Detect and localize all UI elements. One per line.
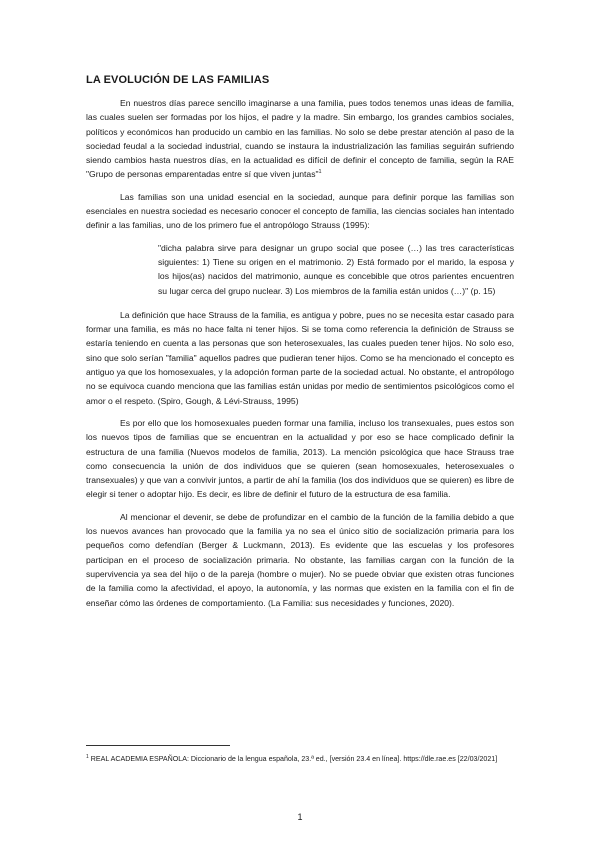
- paragraph-4: Es por ello que los homosexuales pueden formar una familia, incluso los transexuales, pues estos son los nuevos tipos de familias que se encuentran en la actualidad y por eso se hace complicado definir la estructura de una familia (Nuevos modelos de familia, 2013). La mención psicológica que hace Strauss trae como consecuencia la unión de dos individuos que se quieren (sean homosexuales, heterosexuales o transexuales) y que van a convivir juntos, a partir de ahí la familia (los dos individuos que se quieren) es libre de elegir si tener o adoptar hijo. Es decir, es libre de definir el futuro de la estructura de esa familia.: [86, 417, 514, 500]
- paragraph-2: Las familias son una unidad esencial en la sociedad, aunque para definir porque las familias son esenciales en nuestra sociedad es necesario conocer el concepto de familia, las ciencias sociales han intentado definir a las familias, uno de los primero fue el antropólogo Strauss (1995):: [86, 191, 514, 231]
- footnote-number: 1: [86, 753, 89, 760]
- footnote-text: REAL ACADEMIA ESPAÑOLA: Diccionario de la lengua española, 23.ª ed., [versión 23.4 en línea]. https://dle.rae.es [22/03/2021]: [90, 755, 498, 763]
- footnote: [86, 752, 514, 766]
- paragraph-3: La definición que hace Strauss de la familia, es antigua y pobre, pues no se necesita estar casado para formar una familia, es más no hace falta ni tener hijos. Si se toma como referencia la definición de Strauss se estaría teniendo en cuenta a las personas que son heterosexuales, las cuales pueden tener hijos. No solo eso, sino que solo serían "familia" aquellos padres que pudieran tener hijos. Como se ha mencionado el concepto es antiguo ya que los homosexuales, y la adopción forman parte de la sociedad actual. No obstante, el antropólogo no se equivoca cuando menciona que las familias están unidas por medio de sentimientos psicológicos como el amor o el respeto. (Spiro, Gough, & Lévi-Strauss, 1995): [86, 309, 514, 406]
- paragraph-5: Al mencionar el devenir, se debe de profundizar en el cambio de la función de la familia debido a que los nuevos avances han provocado que la familia ya no sea el único sitio de socialización primaria para los pequeños como defendían (Berger & Luckmann, 2013). Es evidente que las escuelas y los profesores participan en el proceso de socialización primaria. No obstante, las familias cargan con la función de la supervivencia ya sea del hijo o de la pareja (hombre o mujer). No se puede obviar que existen otras funciones de la familia como la afectividad, el apoyo, la autonomía, y las normas que existen en la familia con el fin de enseñar cómo las órdenes de comportamiento. (La Familia: sus necesidades y funciones, 2020).: [86, 511, 514, 608]
- document-title: LA EVOLUCIÓN DE LAS FAMILIAS: [86, 74, 270, 86]
- document-body: [86, 74, 514, 618]
- paragraph-1-text: En nuestros días parece sencillo imaginarse a una familia, pues todos tenemos unas ideas de familia, las cuales suelen ser formadas por los hijos, el padre y la madre. Sin embargo, los grandes cambios sociales, políticos y económicos han producido un cambio en las familias. No solo se debe prestar atención al paso de la sociedad feudal a la sociedad industrial, cuando se instaura la industrialización las familias seguirán sufriendo siendo cambios hasta nuestros días, en la actualidad es difícil de definir el concepto de familia, según la RAE "Grupo de personas emparentadas entre sí que viven juntas": [86, 98, 514, 180]
- paragraph-1: [86, 96, 514, 182]
- footnote-reference[interactable]: 1: [318, 169, 322, 176]
- page-number: 1: [297, 812, 303, 822]
- block-quote: "dicha palabra sirve para designar un grupo social que posee (…) las tres características siguientes: 1) Tiene su origen en el matrimonio. 2) Está formado por el marido, la esposa y los hijos(as) nacidos del matrimonio, aunque es concebible que otros parientes encuentren su lugar cerca del grupo nuclear. 3) Los miembros de la familia están unidos (…)" (p. 15): [158, 242, 514, 296]
- footnote-divider: [86, 745, 230, 746]
